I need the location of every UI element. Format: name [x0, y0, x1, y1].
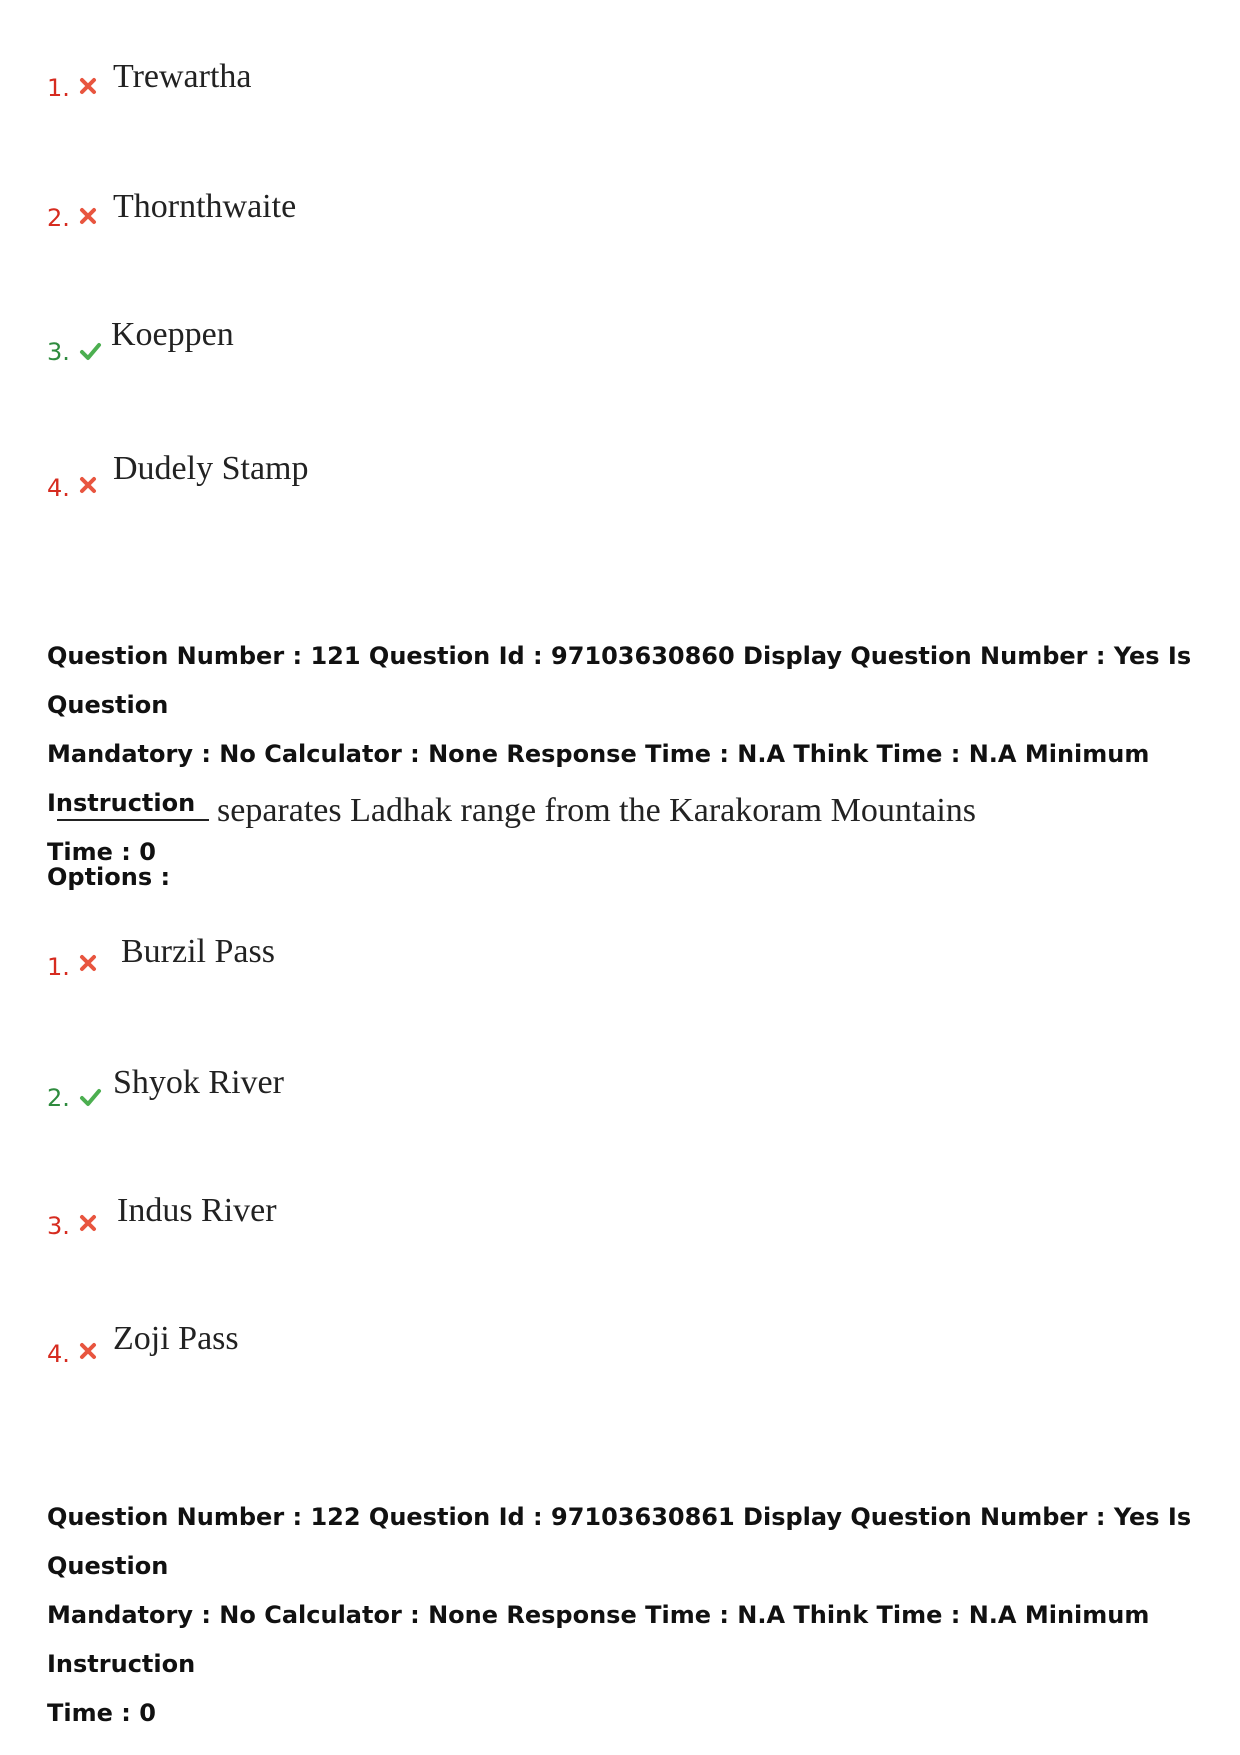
header-line-3: Time : 0 [47, 838, 156, 866]
check-icon [77, 340, 103, 362]
option-text: Thornthwaite [113, 188, 297, 225]
question-121-text [57, 789, 976, 831]
option-text: Indus River [117, 1192, 277, 1229]
cross-icon [77, 474, 99, 496]
option-text: Burzil Pass [121, 933, 275, 970]
header-line-1: Question Number : 121 Question Id : 97103630860 Display Question Number : Yes Is Question [47, 642, 1192, 719]
option-text: Trewartha [113, 58, 252, 95]
cross-icon [77, 1340, 99, 1362]
option-text: Shyok River [113, 1064, 284, 1101]
question-121-header [47, 632, 1207, 877]
option-number: 3. [47, 1212, 70, 1240]
header-line-1: Question Number : 122 Question Id : 97103630861 Display Question Number : Yes Is Question [47, 1503, 1192, 1580]
check-icon [77, 1086, 103, 1108]
option-text: Dudely Stamp [113, 450, 309, 487]
cross-icon [77, 205, 99, 227]
header-line-2: Mandatory : No Calculator : None Response Time : N.A Think Time : N.A Minimum Instruction [47, 1601, 1150, 1678]
option-number: 1. [47, 953, 70, 981]
option-number: 2. [47, 204, 70, 232]
option-number: 3. [47, 338, 70, 366]
question-text: separates Ladhak range from the Karakoram Mountains [217, 792, 977, 829]
cross-icon [77, 952, 99, 974]
header-line-2: Mandatory : No Calculator : None Response Time : N.A Think Time : N.A Minimum Instruction [47, 740, 1150, 817]
question-122-header [47, 1493, 1207, 1738]
options-label: Options : [47, 863, 171, 891]
option-number: 2. [47, 1084, 70, 1112]
option-text: Zoji Pass [113, 1320, 239, 1357]
fill-in-blank [57, 789, 209, 821]
option-text: Koeppen [111, 316, 234, 353]
header-line-3: Time : 0 [47, 1699, 156, 1727]
option-number: 4. [47, 474, 70, 502]
option-number: 1. [47, 74, 70, 102]
cross-icon [77, 75, 99, 97]
cross-icon [77, 1212, 99, 1234]
option-number: 4. [47, 1340, 70, 1368]
